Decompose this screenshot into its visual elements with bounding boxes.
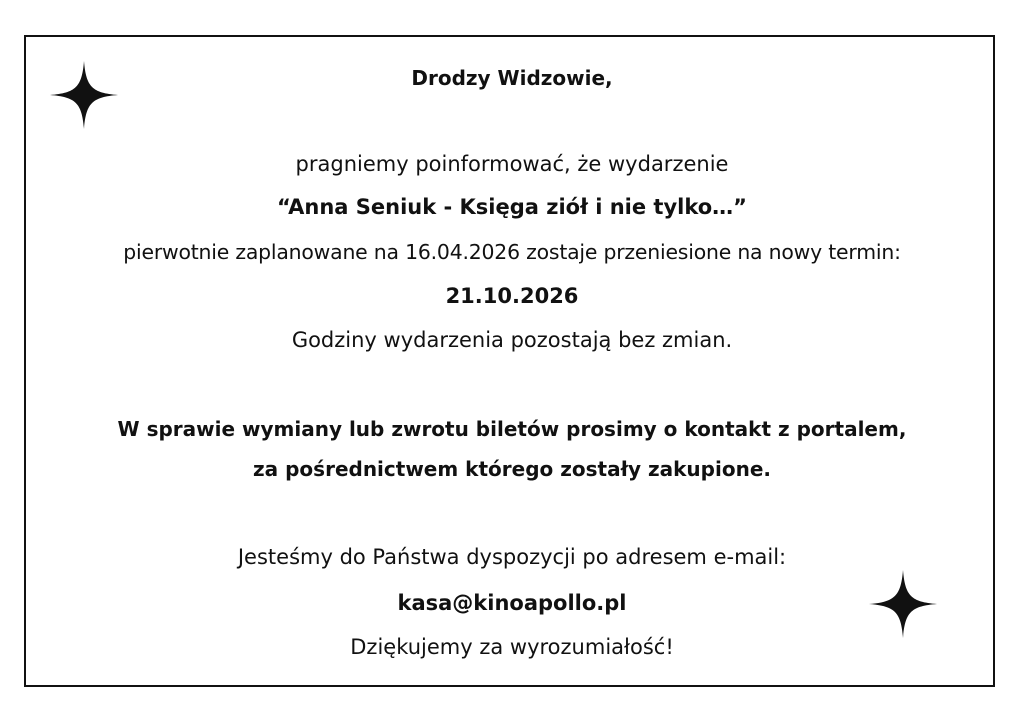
event-title: “Anna Seniuk - Księga ziół i nie tylko…” (277, 195, 747, 219)
new-date: 21.10.2026 (445, 284, 579, 308)
contact-email[interactable]: kasa@kinoapollo.pl (397, 591, 627, 615)
contact-intro: Jesteśmy do Państwa dyspozycji po adresem e-mail: (237, 545, 787, 569)
intro-text: pragniemy poinformować, że wydarzenie (295, 152, 729, 176)
thanks-text: Dziękujemy za wyrozumiałość! (350, 635, 674, 659)
reschedule-text: pierwotnie zaplanowane na 16.04.2026 zostaje przeniesione na nowy termin: (123, 240, 901, 264)
ticket-info-line-2: za pośrednictwem którego zostały zakupione. (253, 457, 771, 481)
ticket-info-line-1: W sprawie wymiany lub zwrotu biletów prosimy o kontakt z portalem, (117, 417, 907, 441)
greeting-heading: Drodzy Widzowie, (411, 66, 613, 90)
hours-note: Godziny wydarzenia pozostają bez zmian. (291, 328, 733, 352)
